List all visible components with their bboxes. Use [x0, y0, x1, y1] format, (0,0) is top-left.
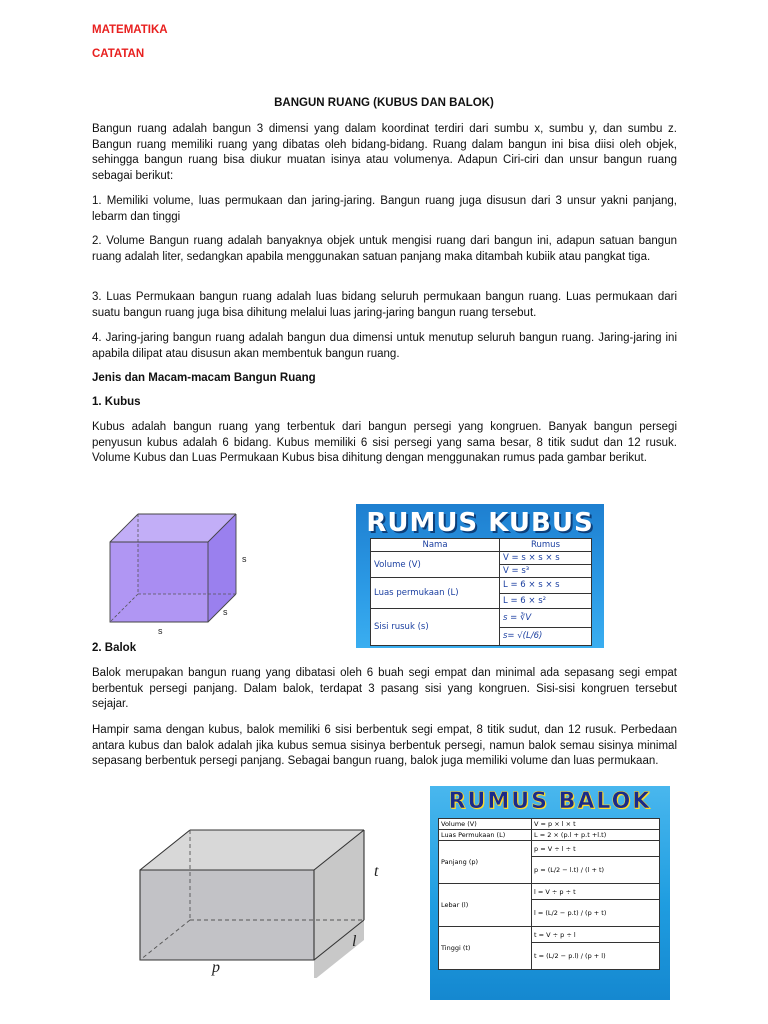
rumus-balok-title: RUMUS BALOK — [448, 789, 652, 814]
box-label-l: l — [352, 933, 357, 950]
row-formula: s= √(L/6) — [500, 627, 592, 646]
rumus-kubus-image — [356, 504, 604, 648]
section-heading-jenis: Jenis dan Macam-macam Bangun Ruang — [92, 372, 316, 384]
table-row — [439, 830, 660, 841]
cube-side-label: s — [223, 607, 228, 617]
table-row — [439, 841, 660, 857]
list-item: 4. Jaring-jaring bangun ruang adalah bangun dua dimensi untuk menutup seluruh bangun ruang. Jaring-jaring ini apabila dilipat atau disusun akan membentuk bangun ruang. — [92, 332, 677, 360]
kubus-paragraph: Kubus adalah bangun ruang yang terbentuk dari bangun persegi yang kongruen. Banyak bangun persegi penyusun kubus adalah 6 bidang. Kubus memiliki 6 sisi persegi yang sama besar, 8 titik sudut dan 12 rusuk. Volume Kubus dan Luas Permukaan Kubus bisa dihitung dengan menggunakan rumus pada gambar berikut. — [92, 421, 677, 465]
category-label: CATATAN — [92, 48, 145, 60]
balok-paragraph: Hampir sama dengan kubus, balok memiliki 6 sisi berbentuk segi empat, 8 titik sudut, dan 12 rusuk. Perbedaan antara kubus dan balok adalah jika kubus semua sisinya berbentuk persegi, namun balok semau sisinya minimal sepasang berbentuk persegi panjang. Sebagai bangun ruang, balok juga memiliki volume dan luas permukaan. — [92, 724, 677, 768]
balok-paragraph: Balok merupakan bangun ruang yang dibatasi oleh 6 buah segi empat dan minimal ada sepasang segi empat berbentuk persegi panjang. Dalam balok, terdapat 3 pasang sisi yang kongruen. Sisi-sisi kongruen tersebut sejajar. — [92, 667, 677, 711]
row-formula: t = V ÷ p ÷ l — [532, 927, 660, 943]
row-formula: t = (L/2 − p.l) / (p + l) — [532, 943, 660, 970]
list-item: 1. Memiliki volume, luas permukaan dan jaring-jaring. Bangun ruang juga disusun dari 3 unsur yakni panjang, lebarm dan tinggi — [92, 195, 677, 223]
table-row — [371, 552, 592, 565]
row-name: Luas permukaan (L) — [371, 578, 500, 609]
cube-figure — [92, 502, 254, 640]
list-item: 2. Volume Bangun ruang adalah banyaknya objek untuk mengisi ruang dari bangun ini, adapun satuan bangun ruang adalah liter, sedangkan apabila menggunakan satuan panjang maka ditambah kubiik atau pangkat tiga. — [92, 235, 677, 263]
row-formula: V = s × s × s — [500, 552, 592, 565]
row-name: Volume (V) — [439, 819, 532, 830]
table-row — [371, 578, 592, 594]
table-row — [371, 609, 592, 628]
table-row — [439, 819, 660, 830]
section-heading-kubus: 1. Kubus — [92, 396, 141, 408]
page-title: BANGUN RUANG (KUBUS DAN BALOK) — [274, 97, 494, 109]
row-name: Lebar (l) — [439, 884, 532, 927]
table-row — [439, 927, 660, 943]
row-formula: L = 6 × s² — [500, 593, 592, 609]
row-name: Tinggi (t) — [439, 927, 532, 970]
box-figure — [120, 820, 396, 978]
row-name: Volume (V) — [371, 552, 500, 578]
box-label-p: p — [212, 959, 220, 976]
intro-paragraph: Bangun ruang adalah bangun 3 dimensi yang dalam koordinat terdiri dari sumbu x, sumbu y, dan sumbu z. Bangun ruang memiliki ruang yang dibatas oleh bidang-bidang. Ruang dalam bangun ini bisa diisi oleh objek, sehingga bangun ruang bisa diukur muatan isinya atau volumenya. Adapun Ciri-ciri dan unsur bangun ruang sebagai berikut: — [92, 123, 677, 182]
row-formula: l = (L/2 − p.t) / (p + t) — [532, 900, 660, 927]
cube-side-label: s — [158, 626, 163, 636]
box-label-t: t — [374, 863, 379, 880]
row-formula: V = p × l × t — [532, 819, 660, 830]
rumus-kubus-title: RUMUS KUBUS — [366, 508, 594, 538]
row-name: Panjang (p) — [439, 841, 532, 884]
list-item: 3. Luas Permukaan bangun ruang adalah luas bidang seluruh permukaan bangun ruang. Luas permukaan dari suatu bangun ruang juga bisa dihitung melalui luas jaring-jaring bangun ruang tersebut. — [92, 291, 677, 319]
row-formula: l = V ÷ p ÷ t — [532, 884, 660, 900]
table-row — [439, 884, 660, 900]
col-header-rumus: Rumus — [500, 539, 592, 552]
row-formula: s = ∛V — [500, 609, 592, 628]
row-formula: p = V ÷ l ÷ t — [532, 841, 660, 857]
rumus-kubus-table — [370, 538, 592, 646]
section-heading-balok: 2. Balok — [92, 642, 137, 654]
col-header-nama: Nama — [371, 539, 500, 552]
rumus-balok-image — [430, 786, 670, 1000]
row-name: Sisi rusuk (s) — [371, 609, 500, 646]
cube-side-label: s — [242, 554, 247, 564]
row-name: Luas Permukaan (L) — [439, 830, 532, 841]
rumus-balok-table — [438, 818, 660, 970]
row-formula: L = 6 × s × s — [500, 578, 592, 594]
subject-label: MATEMATIKA — [92, 24, 168, 36]
row-formula: p = (L/2 − l.t) / (l + t) — [532, 857, 660, 884]
row-formula: V = s³ — [500, 565, 592, 578]
row-formula: L = 2 × (p.l + p.t +l.t) — [532, 830, 660, 841]
